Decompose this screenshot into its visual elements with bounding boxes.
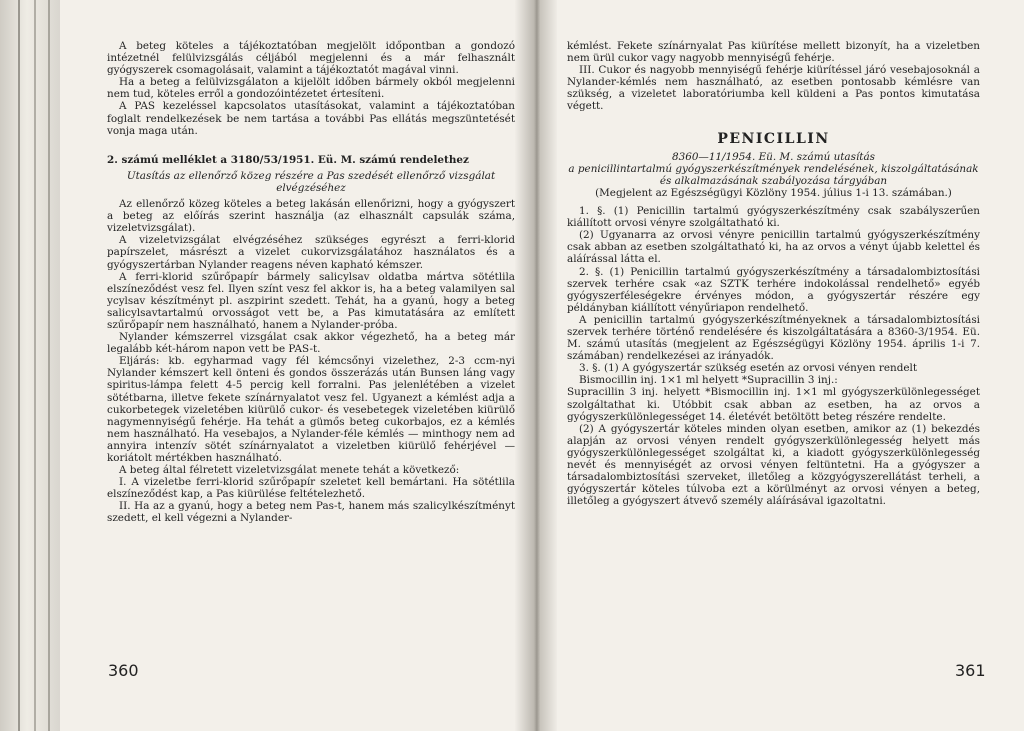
- right-page-text: [567, 40, 980, 507]
- left-page-text: [107, 40, 515, 525]
- paragraph: (2) Ugyanarra az orvosi vényre penicillin tartalmú gyógyszerkészítmény csak abban az esetben szolgáltatható ki, ha az orvos a vényt újabb kelettel és aláírással látta el.: [567, 229, 980, 266]
- paragraph: Ha a beteg a felülvizsgálaton a kijelölt időben bármely okból megjelenni nem tud, köteles erről a gondozóintézetet értesíteni.: [107, 76, 515, 101]
- paragraph: A ferri-klorid szűrőpapír bármely salicylsav oldatba mártva sötétlila elszíneződést vesz fel. Ilyen színt vesz fel akkor is, ha a beteg valamilyen sal ycylsav készítményt pl. aszpirint szedett. Tehát, ha a gyanú, hogy a beteg salicylsavtartalmú orvosságot vett be, a Pas kimutatására az említett szűrőpapír nem használható, hanem a Nylander-próba.: [107, 270, 515, 331]
- paragraph: kémlést. Fekete színárnyalat Pas kiürítése mellett bizonyít, ha a vizeletben nem ürül cukor vagy nagyobb mennyiségű fehérje.: [567, 40, 980, 65]
- page-number-left: 360: [108, 661, 139, 680]
- appendix-heading: 2. számú melléklet a 3180/53/1951. Eü. M. számú rendelethez: [107, 153, 469, 166]
- section-title: PENICILLIN: [717, 130, 830, 147]
- paragraph: A beteg által félretett vizeletvizsgálat menete tehát a következő:: [119, 464, 460, 477]
- paragraph: I. A vizeletbe ferri-klorid szűrőpapír szeletet kell bemártani. Ha sötétlila elszíneződést kap, a Pas kiürülése feltételezhető.: [107, 476, 515, 501]
- paragraph: 2. §. (1) Penicillin tartalmú gyógyszerkészítmény a társadalombiztosítási szervek terhére csak «az SZTK terhére indokolással rendelhető» egyéb gyógyszerféleségekre érvényes módon, a gyógyszertár részére egy példányban kiállított vényűriapon rendelhető.: [567, 265, 980, 314]
- decree-number: 8360—11/1954. Eü. M. számú utasítás: [671, 150, 875, 163]
- decree-subtitle: a penicillintartalmú gyógyszerkészítmények rendelésének, kiszolgáltatásának és alkalmazásának szabályozása tárgyában: [568, 162, 979, 187]
- paragraph: A beteg köteles a tájékoztatóban megjelölt időpontban a gondozó intézetnél felülvizsgálás céljából megjelenni és a már felhasznált gyógyszerek csomagolásait, valamint a tájékoztatót magával vinni.: [107, 40, 515, 77]
- paragraph: III. Cukor és nagyobb mennyiségű fehérje kiürítéssel járó vesebajosoknál a Nylander-kémlés nem használható, az esetben pontosabb kémlésre van szükség, a vizeletet laboratóriumba kell küldeni a Pas pontos kimutatása végett.: [567, 64, 980, 113]
- paragraph: II. Ha az a gyanú, hogy a beteg nem Pas-t, hanem más szalicylkészítményt szedett, el kell végezni a Nylander-: [107, 500, 515, 525]
- binding-stripe: [18, 0, 20, 731]
- paragraph: 3. §. (1) A gyógyszertár szükség esetén az orvosi vényen rendelt: [579, 362, 918, 375]
- paragraph: Supracillin 3 inj. helyett *Bismocillin inj. 1×1 ml gyógyszerkülönlegességet szolgáltathat ki. Utóbbit csak abban az esetben, ha az orvos a gyógyszerkülönlegességet 14. életévét betöltött beteg részére rendelte.: [567, 386, 980, 423]
- appendix-subtitle: Utasítás az ellenőrző közeg részére a Pas szedését ellenőrző vizsgálat elvégzéséhez: [126, 169, 496, 194]
- paragraph: Az ellenőrző közeg köteles a beteg lakásán ellenőrizni, hogy a gyógyszert a beteg az előírás szerint használja (az elhasznált capsulák száma, vizeletvizsgálat).: [107, 198, 515, 235]
- book-gutter: [515, 0, 557, 731]
- paragraph: Bismocillin inj. 1×1 ml helyett *Supracillin 3 inj.:: [579, 374, 838, 387]
- paragraph: Nylander kémszerrel vizsgálat csak akkor végezhető, ha a beteg már legalább két-három napon vett be PAS-t.: [107, 331, 515, 356]
- left-binding-edge: [0, 0, 60, 731]
- paragraph: 1. §. (1) Penicillin tartalmú gyógyszerkészítmény csak szabályszerűen kiállított orvosi vényre szolgáltatható ki.: [567, 205, 980, 230]
- binding-stripe: [48, 0, 50, 731]
- paragraph: A penicillin tartalmú gyógyszerkészítményeknek a társadalombiztosítási szervek terhére történő rendelésére és kiszolgáltatására a 8360-3/1954. Eü. M. számú utasítás (megjelent az Egészségügyi Közlöny 1954. április 1-i 7. számában) rendelkezései az irányadók.: [567, 313, 980, 363]
- binding-stripe: [34, 0, 36, 731]
- paragraph: A vizeletvizsgálat elvégzéséhez szükséges egyrészt a ferri-klorid papírszelet, másrészt a vizelet cukorvizsgálatához használatos és a gyógyszertárban Nylander reagens néven kapható kémszer.: [107, 234, 515, 271]
- paragraph: Eljárás: kb. egyharmad vagy fél kémcsőnyi vizelethez, 2-3 ccm-nyi Nylander kémszert kell önteni és gondos összerázás után Bunsen láng vagy spiritus-lámpa felett 4-5 percig kell forralni. Pas jelenlétében a vizelet sötétbarna, illetve fekete színárnyalatot vesz fel. Ugyanezt a kémlést adja a cukorbetegek vizeletében kiürülő cukor- és vesebetegek vizeletében kiürülő nagymennyiségű fehérje. Ha tehát a gümős beteg cukorbajos, ez a kémlés nem használható. Ha vesebajos, a Nylander-féle kémlés — minthogy nem ad annyira intenzív sötét színárnyalatot a vizeletben kiürülő fehérjével — koriátolt mértékben használható.: [107, 355, 515, 464]
- paragraph: (2) A gyógyszertár köteles minden olyan esetben, amikor az (1) bekezdés alapján az orvosi vényen rendelt gyógyszerkülönlegesség helyett más gyógyszerkülönlegességet szolgáltat ki, a kiadott gyógyszerkülönlegesség nevét és mennyiségét az orvosi vényen feltüntetni. Ha a gyógyszer a társadalombiztosítási szerveket, illetőleg a közgyógyszerellátást terheli, a gyógyszertár köteles túlvoba ezt a körülményt az orvosi vényen a beteg, illetőleg a gyógyszert átvevő személy aláírásával igazoltatni.: [567, 422, 980, 508]
- publication-note: (Megjelent az Egészségügyi Közlöny 1954. július 1-i 13. számában.): [595, 186, 952, 199]
- page-number-right: 361: [955, 661, 986, 680]
- paragraph: A PAS kezeléssel kapcsolatos utasításokat, valamint a tájékoztatóban foglalt rendelkezések be nem tartása a további Pas ellátás megszüntetését vonja maga után.: [107, 100, 515, 137]
